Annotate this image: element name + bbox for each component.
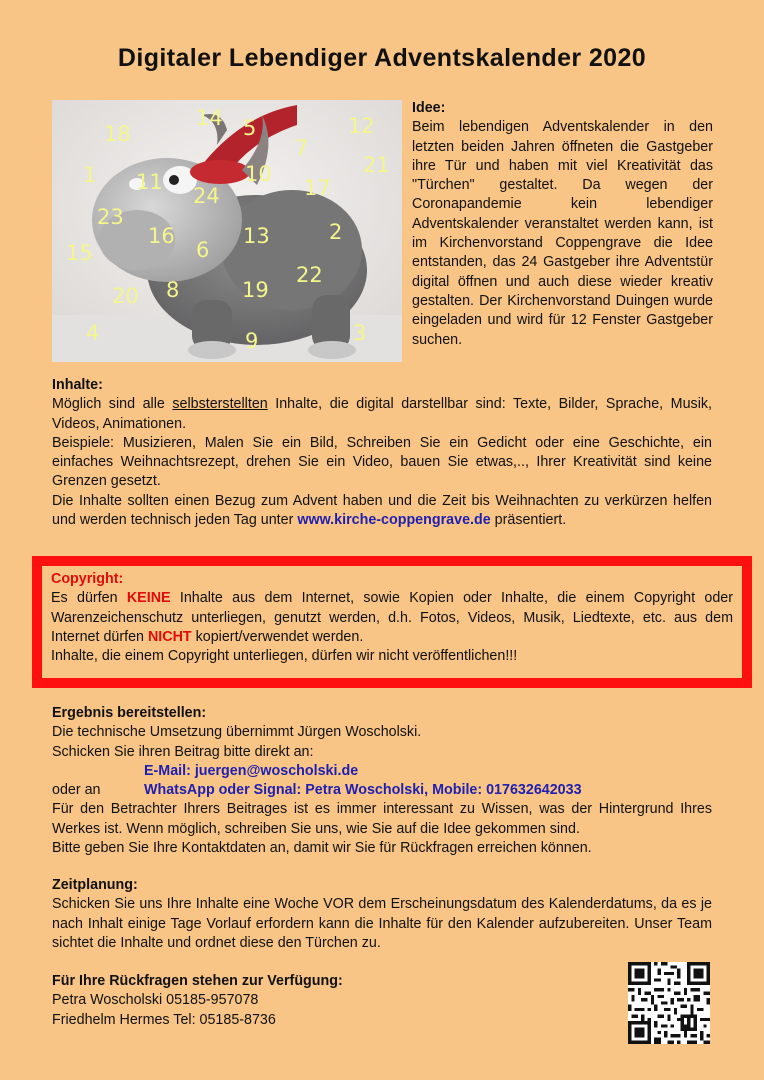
qr-code-icon <box>628 962 710 1044</box>
contents-paragraph-1 <box>52 395 712 434</box>
result-line-2: Schicken Sie ihren Beitrag bitte direkt an: <box>52 743 314 760</box>
copyright-emphasis: KEINE <box>126 590 171 607</box>
calendar-number: 24 <box>193 184 220 208</box>
copyright-emphasis: NICHT <box>147 628 192 645</box>
result-section <box>52 704 712 858</box>
idea-heading: Idee: <box>412 100 446 116</box>
result-heading: Ergebnis bereitstellen: <box>52 705 207 721</box>
contents-paragraph-3 <box>52 492 712 531</box>
website-link[interactable]: www.kirche-coppengrave.de <box>297 512 491 529</box>
contact-section <box>52 972 592 1030</box>
advent-calendar-photo <box>52 100 402 362</box>
calendar-number: 20 <box>112 284 139 308</box>
contact-person-1: Petra Woscholski 05185-957078 <box>52 992 259 1009</box>
contents-underlined-text: selbsterstellten <box>172 396 268 413</box>
copyright-text-part: Es dürfen <box>51 590 127 607</box>
calendar-number: 8 <box>166 278 180 302</box>
calendar-number: 13 <box>243 224 270 248</box>
idea-section <box>412 99 713 350</box>
calendar-number: 5 <box>243 116 257 140</box>
copyright-heading: Copyright: <box>51 571 124 587</box>
contents-heading: Inhalte: <box>52 377 103 393</box>
timing-section <box>52 876 712 953</box>
contents-text: Möglich sind alle <box>52 396 173 413</box>
calendar-number: 23 <box>97 205 124 229</box>
copyright-box <box>32 556 752 688</box>
calendar-number: 4 <box>86 321 100 345</box>
calendar-number: 14 <box>196 106 223 130</box>
whatsapp-contact[interactable]: WhatsApp oder Signal: Petra Woscholski, Mobile: 017632642033 <box>144 782 582 799</box>
qr-code[interactable] <box>628 962 710 1044</box>
copyright-warning: Inhalte, die einem Copyright unterliegen, dürfen wir nicht veröffentlichen!!! <box>51 648 518 665</box>
calendar-number: 7 <box>295 136 309 160</box>
copyright-text <box>51 589 733 647</box>
calendar-number: 16 <box>148 224 175 248</box>
contents-text: Die Inhalte sollten einen Bezug zum Advent haben und die Zeit bis Weihnachten zu verkürzen helfen und werden technisch jeden Tag unter <box>52 492 712 529</box>
calendar-number: 12 <box>348 114 375 138</box>
calendar-number: 17 <box>304 176 331 200</box>
email-link[interactable]: E-Mail: juergen@woscholski.de <box>144 762 359 779</box>
contents-section <box>52 376 712 530</box>
calendar-number: 19 <box>242 278 269 302</box>
calendar-number: 11 <box>136 170 163 194</box>
result-line-3: Für den Betrachter Ihrers Beitrages ist es immer interessant zu Wissen, was der Hintergrund Ihres Werkes ist. Wenn möglich, schreiben Sie uns, wie Sie auf die Idee gekommen sind. <box>52 801 712 837</box>
contents-text: präsentiert. <box>490 512 567 529</box>
idea-text: Beim lebendigen Adventskalender in den letzten beiden Jahren öffneten die Gastgeber ihre Tür und haben mit viel Kreativität das "Türchen" gestaltet. Da wegen der Coronapandemie kein lebendiger Adventskalender veranstaltet werden kann, ist im Kirchenvorstand Coppengrave die Idee entstanden, das 24 Gastgeber ihre Adventstür digital öffnen und auch diese wieder kreativ gestalten. Der Kirchenvorstand Duingen wurde eingeladen und wird für 12 Fenster Gastgeber suchen. <box>412 119 713 348</box>
calendar-number: 10 <box>245 162 272 186</box>
result-line-4: Bitte geben Sie Ihre Kontaktdaten an, damit wir Sie für Rückfragen erreichen können. <box>52 840 592 857</box>
contact-person-2: Friedhelm Hermes Tel: 05185-8736 <box>52 1011 276 1028</box>
calendar-number: 2 <box>329 220 343 244</box>
email-row <box>52 762 712 781</box>
timing-text: Schicken Sie uns Ihre Inhalte eine Woche VOR dem Erscheinungsdatum des Kalenderdatums, da es je nach Inhalt einige Tage Vorlauf erfordern kann die Inhalte für den Kalender aufzubereiten. Unser Team sichtet die Inhalte und ordnet diese den Türchen zu. <box>52 896 712 951</box>
or-label: oder an <box>52 782 101 799</box>
calendar-number: 21 <box>363 153 390 177</box>
copyright-text-part: Inhalte aus dem Internet, sowie Kopien oder Inhalte, die einem Copyright oder Warenzeichenschutz unterliegen, genutzt werden, d.h. Fotos, Videos, Musik, Liedtexte, etc. aus dem Internet dürfen <box>51 590 733 645</box>
whatsapp-row <box>52 781 712 800</box>
result-line-1: Die technische Umsetzung übernimmt Jürgen Woscholski. <box>52 724 422 741</box>
page-title: Digitaler Lebendiger Adventskalender 2020 <box>117 44 647 72</box>
calendar-number: 3 <box>353 321 367 345</box>
contents-text: Inhalte, die digital darstellbar sind: Texte, Bilder, Sprache, Musik, Videos, Animationen. <box>52 396 712 432</box>
contact-heading: Für Ihre Rückfragen stehen zur Verfügung: <box>52 973 343 989</box>
calendar-number: 18 <box>104 122 131 146</box>
contents-paragraph-2: Beispiele: Musizieren, Malen Sie ein Bild, Schreiben Sie ein Gedicht oder eine Geschichte, ein einfaches Weihnachtsrezept, drehen Sie ein Video, bauen Sie etwas,.., Ihrer Kreativität sind keine Grenzen gesetzt. <box>52 434 712 490</box>
calendar-number: 15 <box>66 241 93 265</box>
calendar-number: 9 <box>245 329 259 353</box>
timing-heading: Zeitplanung: <box>52 877 138 893</box>
copyright-text-part: kopiert/verwendet werden. <box>191 628 364 645</box>
calendar-number: 1 <box>83 163 97 187</box>
calendar-number: 6 <box>196 238 210 262</box>
calendar-number: 22 <box>296 263 323 287</box>
